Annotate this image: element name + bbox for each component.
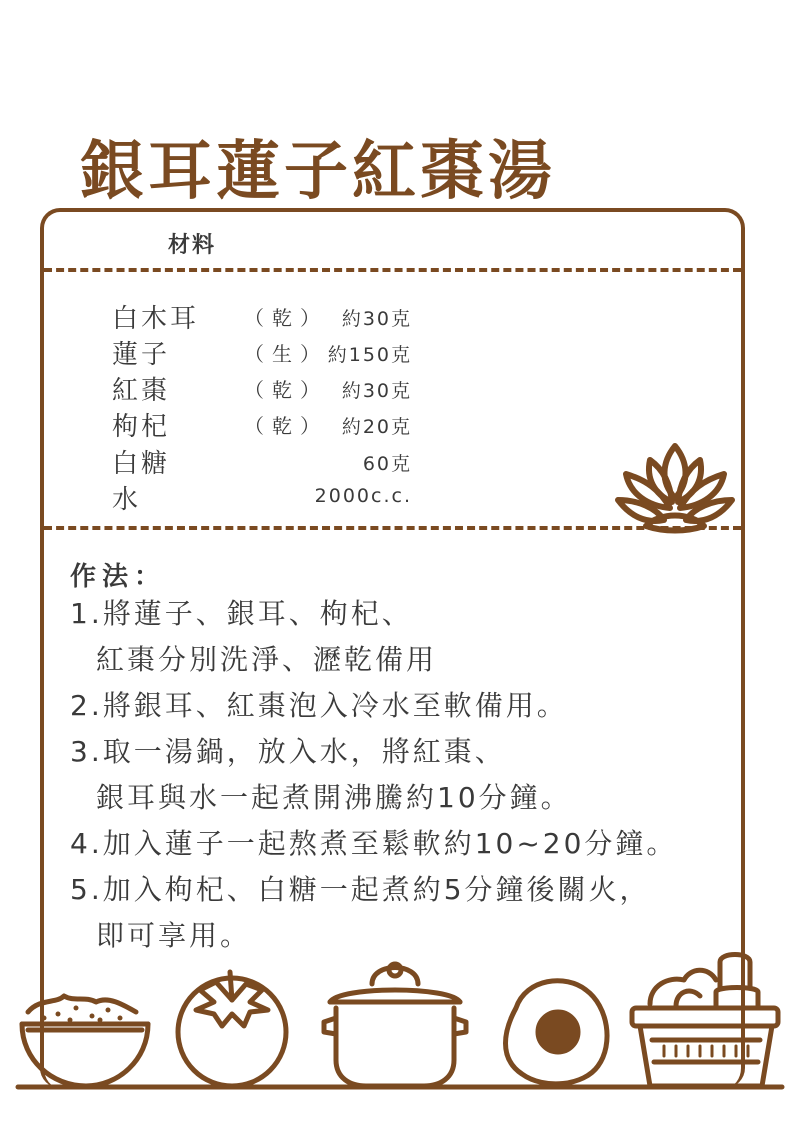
step-line: 3.取一湯鍋，放入水，將紅棗、 xyxy=(70,735,506,768)
ingredient-amount: 60克 xyxy=(362,453,412,475)
step-line: 1.將蓮子、銀耳、枸杞、 xyxy=(70,597,413,630)
method-heading: 作法： xyxy=(70,562,167,592)
ingredient-amount: 約20克 xyxy=(341,416,412,438)
step-line: 4.加入蓮子一起熬煮至鬆軟約10~20分鐘。 xyxy=(70,827,678,860)
ingredient-name: 水 xyxy=(112,485,142,515)
ingredient-name: 白糖 xyxy=(112,449,171,479)
rice-grains xyxy=(42,1006,123,1023)
ingredient-note: （乾） xyxy=(244,414,328,438)
divider-top xyxy=(44,268,741,272)
grocery-basket-icon xyxy=(632,955,778,1087)
step-line: 即可享用。 xyxy=(96,919,252,952)
ingredient-amount: 約30克 xyxy=(341,380,412,402)
food-illustrations xyxy=(0,940,800,1131)
divider-middle xyxy=(44,526,741,530)
step-line: 5.加入枸杞、白糖一起煮約5分鐘後關火， xyxy=(70,873,651,906)
ingredient-note: （生） xyxy=(244,342,328,366)
ingredients-heading: 材料 xyxy=(168,233,217,258)
step-line: 銀耳與水一起煮開沸騰約10分鐘。 xyxy=(96,781,572,814)
cooking-pot-icon xyxy=(324,964,466,1086)
ingredient-name: 白木耳 xyxy=(112,304,200,334)
lotus-icon xyxy=(612,438,738,534)
fried-egg-icon xyxy=(506,981,608,1084)
rice-bowl-icon xyxy=(22,996,148,1086)
ingredient-name: 枸杞 xyxy=(112,412,171,442)
step-line: 2.將銀耳、紅棗泡入冷水至軟備用。 xyxy=(70,689,568,722)
tomato-icon xyxy=(178,972,286,1086)
ingredient-amount: 約150克 xyxy=(327,344,412,366)
ingredient-note: （乾） xyxy=(244,306,328,330)
ingredient-name: 紅棗 xyxy=(112,376,171,406)
recipe-title: 銀耳蓮子紅棗湯 xyxy=(80,135,556,209)
step-line: 紅棗分別洗淨、瀝乾備用 xyxy=(96,643,438,676)
ingredient-name: 蓮子 xyxy=(112,340,171,370)
ingredient-note: （乾） xyxy=(244,378,328,402)
ingredient-amount: 約30克 xyxy=(341,308,412,330)
ingredient-amount: 2000c.c. xyxy=(314,485,412,507)
